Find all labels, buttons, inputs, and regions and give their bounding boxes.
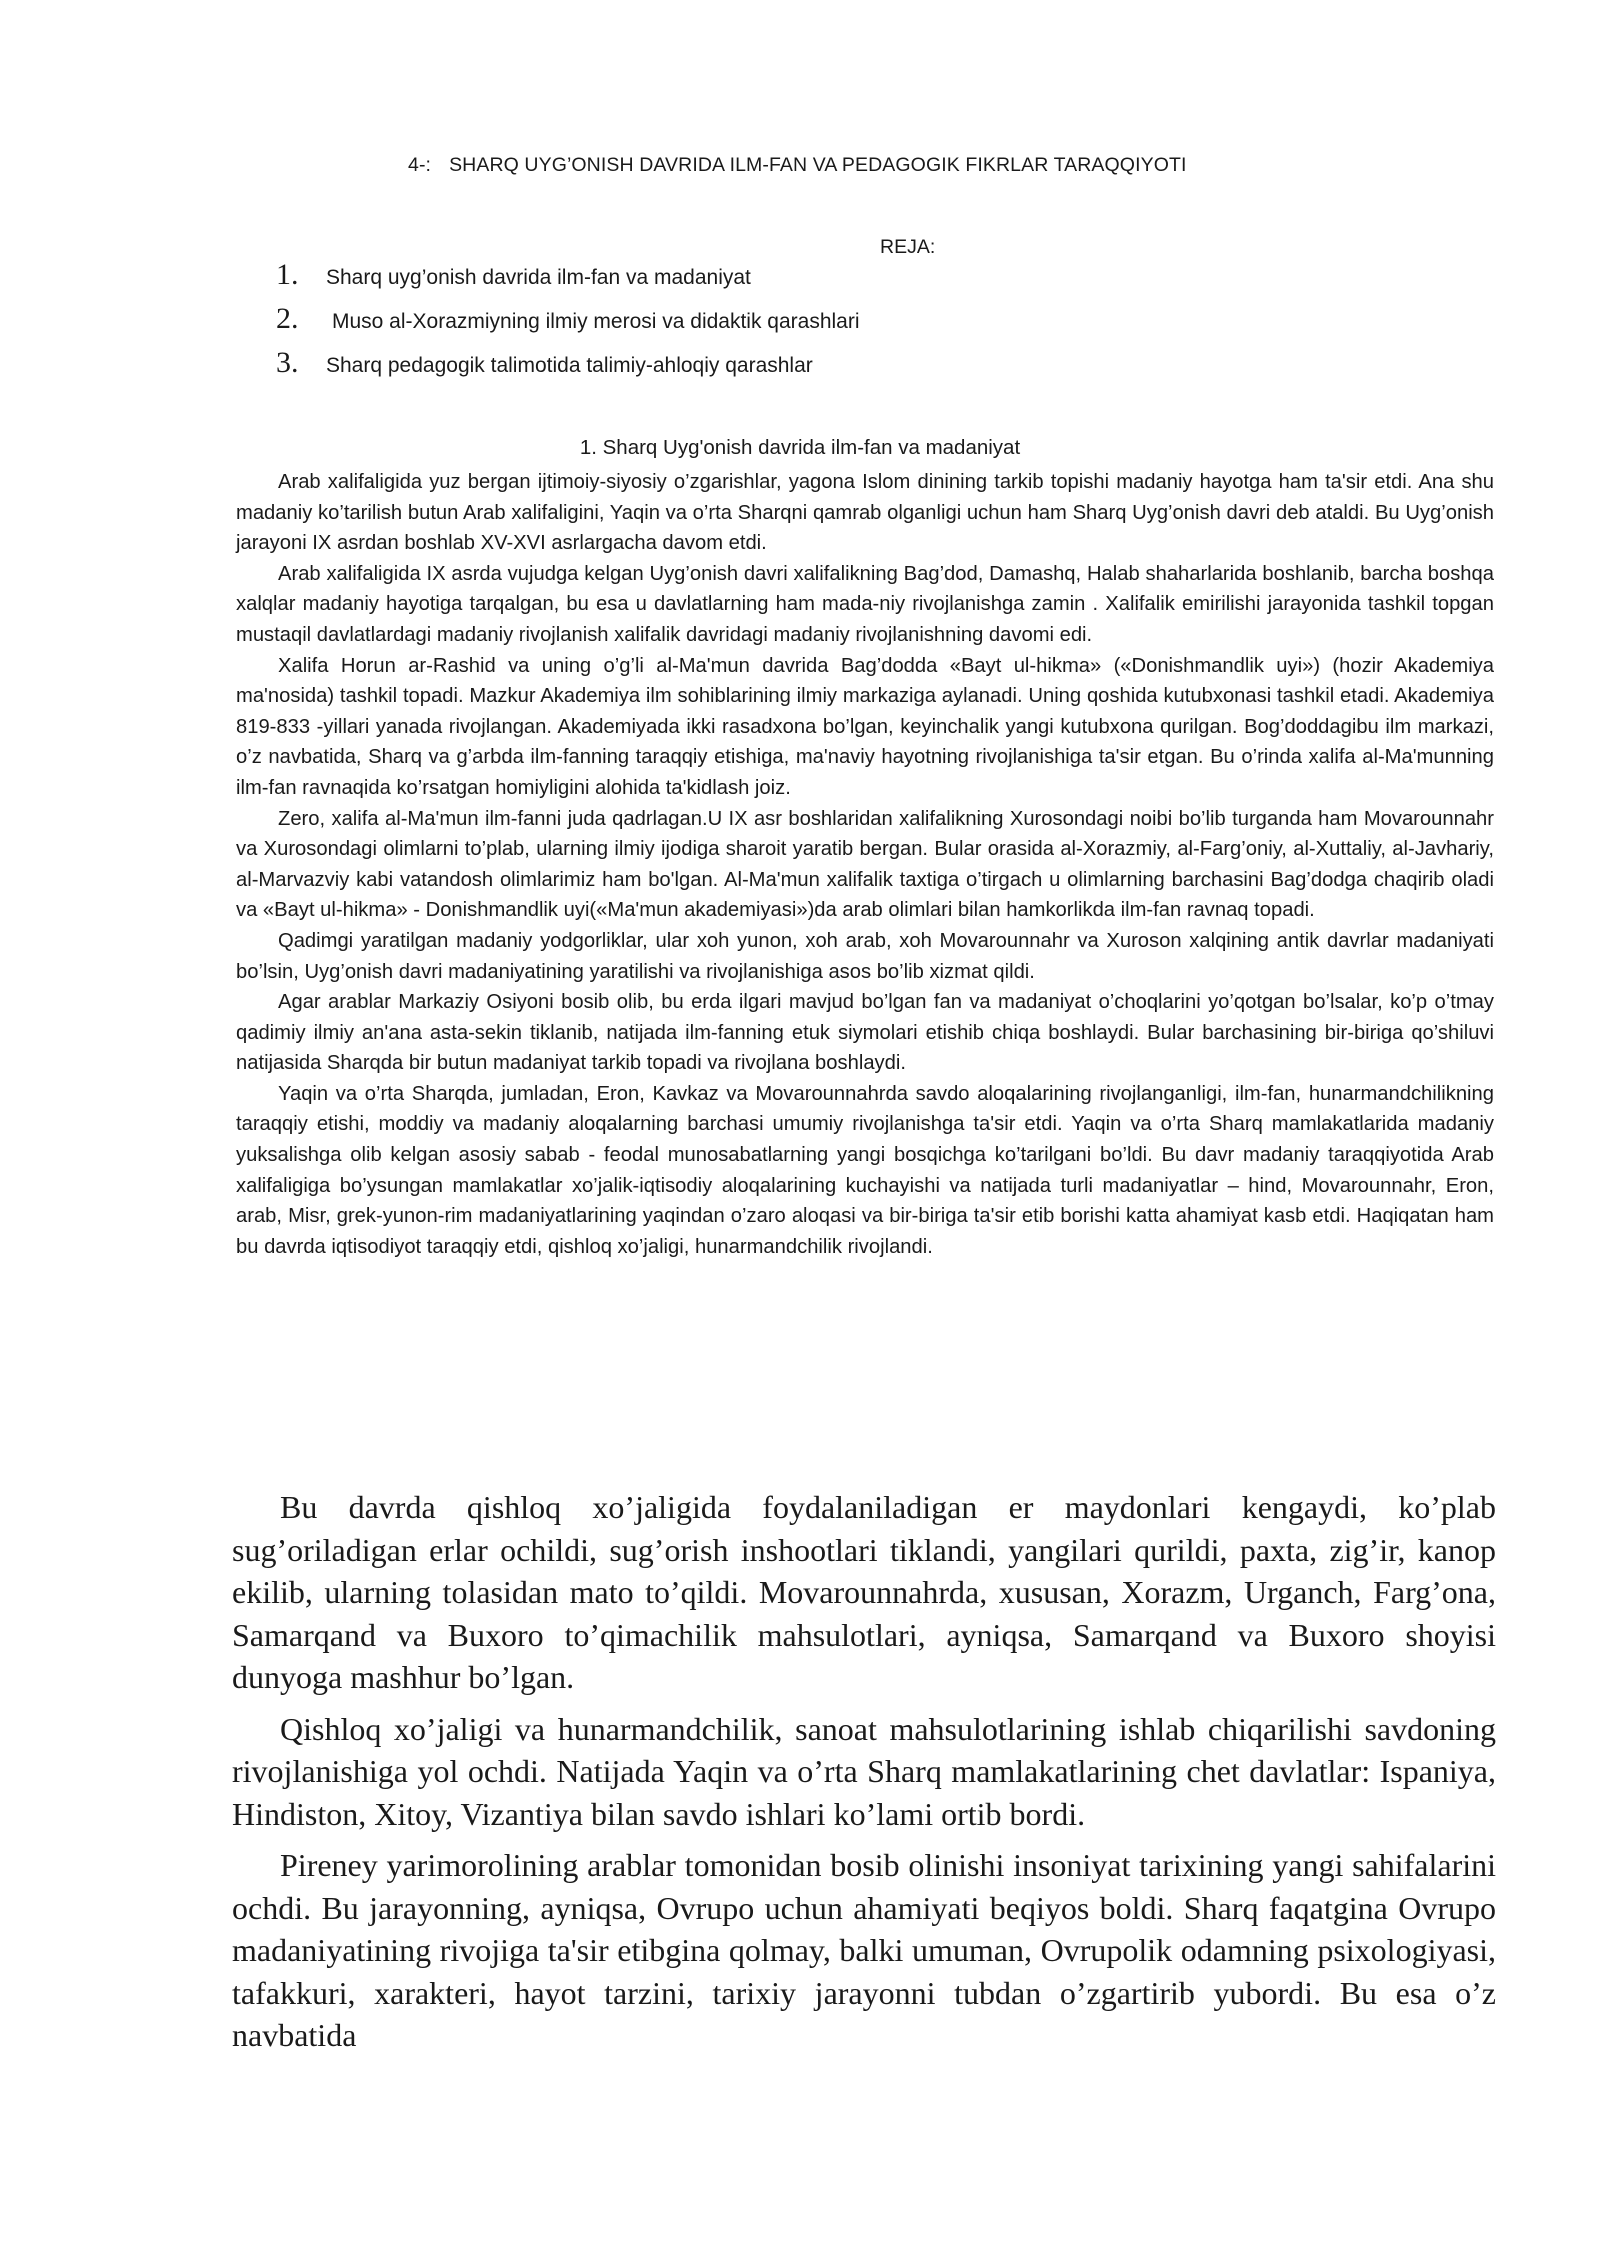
plan-item [276,258,860,302]
body-paragraph: Arab xalifaligida yuz bergan ijtimoiy-siyosiy o’zgarishlar, yagona Islom dinining tarkib topishi madaniy hayotga ham ta'sir etdi. Ana shu madaniy ko’tarilish butun Arab xalifaligini, Yaqin va o’rta Sharqni qamrab olganligi uchun ham Sharq Uyg’onish davri deb ataldi. Bu Uyg’onish jarayoni IX asrdan boshlab XV-XVI asrlargacha davom etdi. [236,471,1494,555]
plan-item [276,302,860,346]
section-body [236,467,1494,1262]
plan-item-number: 3. [276,346,299,379]
section-title: 1. Sharq Uyg'onish davrida ilm-fan va madaniyat [579,436,1021,459]
plan-item-text: Sharq uyg’onish davrida ilm-fan va madaniyat [326,266,751,289]
plan-item [276,346,860,390]
large-paragraph: Bu davrda qishloq xo’jaligida foydalaniladigan er maydonlari kengaydi, ko’plab sug’oriladigan erlar ochildi, sug’orish inshootlari tiklandi, yangilari qurildi, paxta, zig’ir, kanop ekilib, ularning tolasidan mato to’qildi. Movarounnahrda, xususan, Xorazm, Urganch, Farg’ona, Samarqand va Buxoro to’qimachilik mahsulotlari, ayniqsa, Samarqand va Buxoro shoyisi dunyoga mashhur bo’lgan. [232,1489,1496,1695]
large-paragraph: Qishloq xo’jaligi va hunarmandchilik, sanoat mahsulotlarining ishlab chiqarilishi savdoning rivojlanishiga yol ochdi. Natijada Yaqin va o’rta Sharq mamlakatlarining chet davlatlar: Ispaniya, Hindiston, Xitoy, Vizantiya bilan savdo ishlari ko’lami ortib bordi. [232,1710,1496,1832]
body-paragraph: Yaqin va o’rta Sharqda, jumladan, Eron, Kavkaz va Movarounnahrda savdo aloqalarining rivojlanganligi, ilm-fan, hunarmandchilikning taraqqiy etishi, moddiy va madaniy aloqalarning barchasi umumiy rivojlanishga ta'sir etdi. Yaqin va o’rta Sharq mamlakatlarida madaniy yuksalishga olib kelgan asosiy sabab - feodal munosabatlarning yangi bosqichga ko’tarilgani bo’ldi. Bu davr madaniy taraqqiyotida Arab xalifaligiga bo’ysungan mamlakatlar xo’jalik-iqtisodiy aloqalarining kuchayishi va natijada turli madaniyatlar – hind, Movarounnahr, Eron, arab, Misr, grek-yunon-rim madaniyatlarining yaqindan o’zaro aloqasi va bir-biriga ta'sir etib borishi katta ahamiyat kasb etdi. Haqiqatan ham bu davrda iqtisodiyot taraqqiy etdi, qishloq xo’jaligi, hunarmandchilik rivojlandi. [236,1082,1494,1258]
plan-item-number: 2. [276,302,299,335]
body-paragraph: Zero, xalifa al-Ma'mun ilm-fanni juda qadrlagan.U IX asr boshlaridan xalifalikning Xurosondagi noibi bo’lib turganda ham Movarounnahr va Xurosondagi olimlarni to’plab, ularning ilmiy ijodiga sharoit yaratib bergan. Bular orasida al-Xorazmiy, al-Farg’oniy, al-Xuttaliy, al-Javhariy, al-Marvazviy kabi vatandosh olimlarimiz ham bo'lgan. Al-Ma'mun xalifalik taxtiga o’tirgach u olimlarning barchasini Bag’dodga chaqirib oladi va «Bayt ul-hikma» - Donishmandlik uyi(«Ma'mun akademiyasi»)da arab olimlari bilan hamkorlikda ilm-fan ravnaq topadi. [236,807,1494,922]
body-paragraph: Arab xalifaligida IX asrda vujudga kelgan Uyg’onish davri xalifalikning Bag’dod, Damashq, Halab shaharlarida boshlanib, barcha boshqa xalqlar madaniy hayotiga tarqalgan, bu esa u davlatlarning ham mada-niy rivojlanishga zamin . Xalifalik emirilishi jarayonida tashkil topgan mustaqil davlatlardagi madaniy rivojlanish xalifalik davridagi madaniy rivojlanishning davomi edi. [236,562,1494,646]
body-paragraph: Qadimgi yaratilgan madaniy yodgorliklar, ular xoh yunon, xoh arab, xoh Movarounnahr va Xuroson xalqining antik davrlar madaniyati bo’lsin, Uyg’onish davri madaniyatining yaratilishi va rivojlanishiga asos bo’lib xizmat qildi. [236,929,1494,983]
plan-item-text: Sharq pedagogik talimotida talimiy-ahloqiy qarashlar [326,354,813,377]
section-body-large [232,1486,1496,2057]
large-paragraph: Pireney yarimorolining arablar tomonidan bosib olinishi insoniyat tarixining yangi sahifalarini ochdi. Bu jarayonning, ayniqsa, Ovrupo uchun ahamiyati beqiyos boldi. Sharq faqatgina Ovrupo madaniyatining rivojiga ta'sir etibgina qolmay, balki umuman, Ovrupolik odamning psixologiyasi, tafakkuri, xarakteri, hayot tarzini, tarixiy jarayonni tubdan o’zgartirib yubordi. Bu esa o’z navbatida [232,1847,1496,2053]
body-paragraph: Xalifa Horun ar-Rashid va uning o’g’li al-Ma'mun davrida Bag’dodda «Bayt ul-hikma» («Donishmandlik uyi») (hozir Akademiya ma'nosida) tashkil topadi. Mazkur Akademiya ilm sohiblarining ilmiy markaziga aylanadi. Uning qoshida kutubxonasi tashkil etadi. Akademiya 819-833 -yillari yanada rivojlangan. Akademiyada ikki rasadxona bo’lgan, keyinchalik yangi kutubxona qurilgan. Bog’doddagibu ilm markazi, o’z navbatida, Sharq va g’arbda ilm-fanning taraqqiy etishiga, ma'naviy hayotning rivojlanishiga ta'sir etgan. Bu o’rinda xalifa al-Ma'munning ilm-fan ravnaqida ko’rsatgan homiyligini alohida ta'kidlash joiz. [236,654,1494,799]
plan-item-text: Muso al-Xorazmiyning ilmiy merosi va didaktik qarashlari [332,310,860,333]
plan-list [276,258,860,390]
plan-item-number: 1. [276,258,299,291]
plan-label: REJA: [880,236,936,258]
body-paragraph: Agar arablar Markaziy Osiyoni bosib olib, bu erda ilgari mavjud bo’lgan fan va madaniyat o’choqlarini yo’qotgan bo’lsalar, ko’p o’tmay qadimiy ilmiy an'ana asta-sekin tiklanib, natijada ilm-fanning etuk siymolari etishib chiqa boshlaydi. Bular barchasining bir-biriga qo’shiluvi natijasida Sharqda bir butun madaniyat tarkib topadi va rivojlana boshlaydi. [236,991,1494,1075]
chapter-number: 4-: [408,154,432,176]
chapter-title: SHARQ UYG’ONISH DAVRIDA ILM-FAN VA PEDAGOGIK FIKRLAR TARAQQIYOTI [449,154,1187,176]
chapter-heading [408,154,1187,177]
